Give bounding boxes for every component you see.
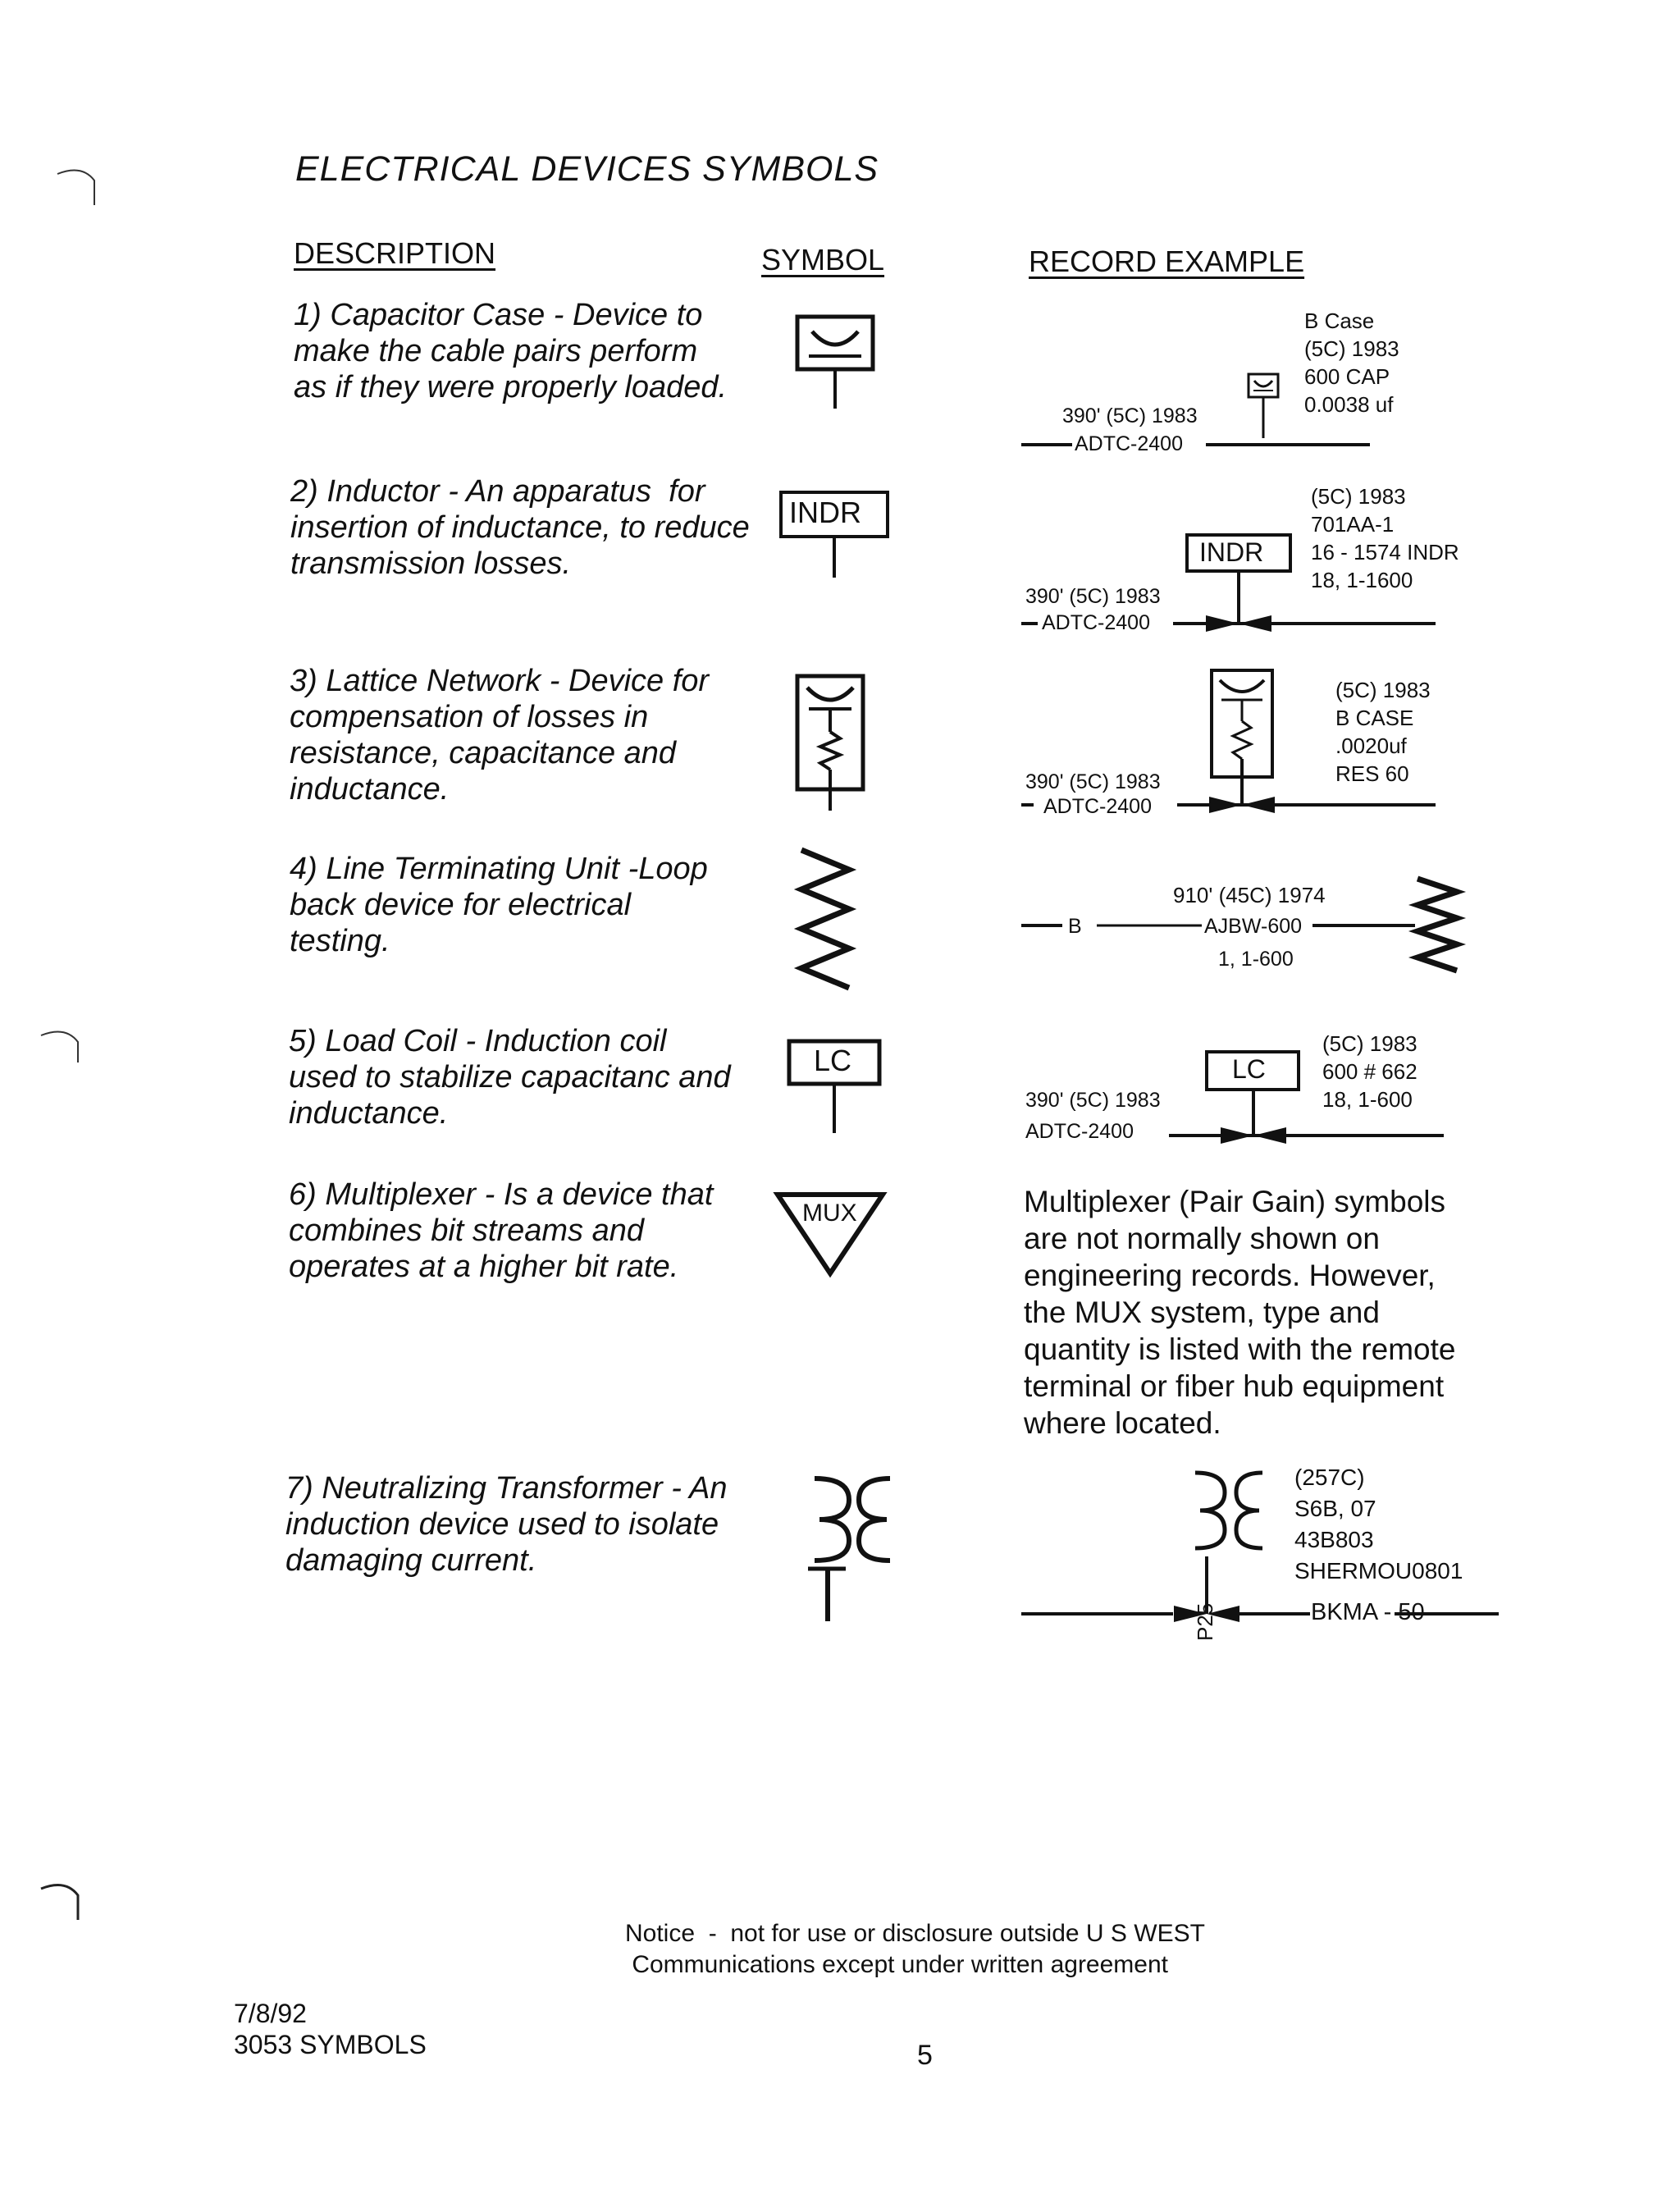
item-description: 1) Capacitor Case - Device to make the cable pairs perform as if they were properly loaded. bbox=[294, 298, 728, 404]
margin-mark bbox=[33, 1026, 90, 1075]
page-title: ELECTRICAL DEVICES SYMBOLS bbox=[295, 149, 879, 189]
record-bottom: 1, 1-600 bbox=[1218, 948, 1294, 971]
capacitor-case-record-symbol bbox=[1247, 372, 1288, 438]
record-label: (5C) 1983 701AA-1 16 - 1574 INDR 18, 1-1600 bbox=[1311, 484, 1459, 592]
item-description: 2) Inductor - An apparatus for insertion of inductance, to reduce transmission losses. bbox=[290, 474, 750, 581]
capacitor-case-symbol bbox=[796, 315, 878, 414]
item-description: 3) Lattice Network - Device for compensation of losses in resistance, capacitance and inductance. bbox=[290, 664, 710, 807]
item-description: 5) Load Coil - Induction coil used to stabilize capacitanc and inductance. bbox=[289, 1024, 731, 1131]
description-header: DESCRIPTION bbox=[294, 236, 496, 270]
lattice-network-symbol bbox=[796, 674, 870, 814]
cable-label: 390' (5C) 1983 bbox=[1025, 770, 1161, 793]
record-label: (5C) 1983 600 # 662 18, 1-600 bbox=[1322, 1031, 1418, 1112]
cable-label: 390' (5C) 1983 bbox=[1025, 585, 1161, 608]
pair-label: P25 bbox=[1193, 1602, 1217, 1641]
multiplexer-note: Multiplexer (Pair Gain) symbols are not normally shown on engineering records. However, the MUX system, type and quantity is listed with the remote terminal or fiber hub equipment where located. bbox=[1024, 1185, 1456, 1440]
cable-name: ADTC-2400 bbox=[1075, 432, 1183, 455]
record-example-header: RECORD EXAMPLE bbox=[1029, 244, 1305, 278]
symbol-text: INDR bbox=[789, 496, 861, 529]
record-label: B Case (5C) 1983 600 CAP 0.0038 uf bbox=[1304, 308, 1399, 417]
page-number: 5 bbox=[917, 2040, 933, 2071]
margin-mark bbox=[49, 164, 107, 213]
cable-label: 390' (5C) 1983 bbox=[1025, 1089, 1161, 1112]
symbol-header: SYMBOL bbox=[761, 243, 885, 276]
record-box-text: INDR bbox=[1199, 537, 1264, 567]
item-description: 7) Neutralizing Transformer - An induction device used to isolate damaging current. bbox=[285, 1471, 728, 1578]
record-box-text: LC bbox=[1232, 1054, 1266, 1084]
cable-name: AJBW-600 bbox=[1204, 915, 1303, 938]
line-terminating-unit-symbol bbox=[792, 845, 865, 1001]
record-top: 910' (45C) 1974 bbox=[1173, 883, 1326, 907]
notice: Notice - not for use or disclosure outside U S WEST Communications except under written agreement bbox=[625, 1920, 1205, 1978]
item-description: 4) Line Terminating Unit -Loop back device for electrical testing. bbox=[290, 852, 708, 958]
cable-label: 390' (5C) 1983 bbox=[1062, 404, 1198, 427]
neutralizing-transformer-symbol bbox=[808, 1469, 898, 1625]
margin-mark bbox=[33, 1879, 90, 1928]
neutralizing-transformer-record-symbol bbox=[1021, 1465, 1513, 1629]
cable-name: ADTC-2400 bbox=[1025, 1120, 1134, 1143]
footer-date-id: 7/8/92 3053 SYMBOLS bbox=[234, 1999, 427, 2059]
symbol-text: LC bbox=[814, 1044, 852, 1077]
record-label: (257C) S6B, 07 43B803 SHERMOU0801 bbox=[1294, 1465, 1463, 1583]
cable-name: BKMA - 50 bbox=[1311, 1599, 1425, 1625]
record-label: (5C) 1983 B CASE .0020uf RES 60 bbox=[1335, 678, 1431, 786]
symbol-text: MUX bbox=[802, 1200, 857, 1227]
line-terminating-unit-record-symbol bbox=[1413, 874, 1470, 980]
cable-name: ADTC-2400 bbox=[1042, 611, 1150, 634]
item-description: 6) Multiplexer - Is a device that combines bit streams and operates at a higher bit rate. bbox=[289, 1177, 714, 1284]
record-left-label: B bbox=[1068, 915, 1082, 938]
cable-name: ADTC-2400 bbox=[1043, 795, 1152, 818]
